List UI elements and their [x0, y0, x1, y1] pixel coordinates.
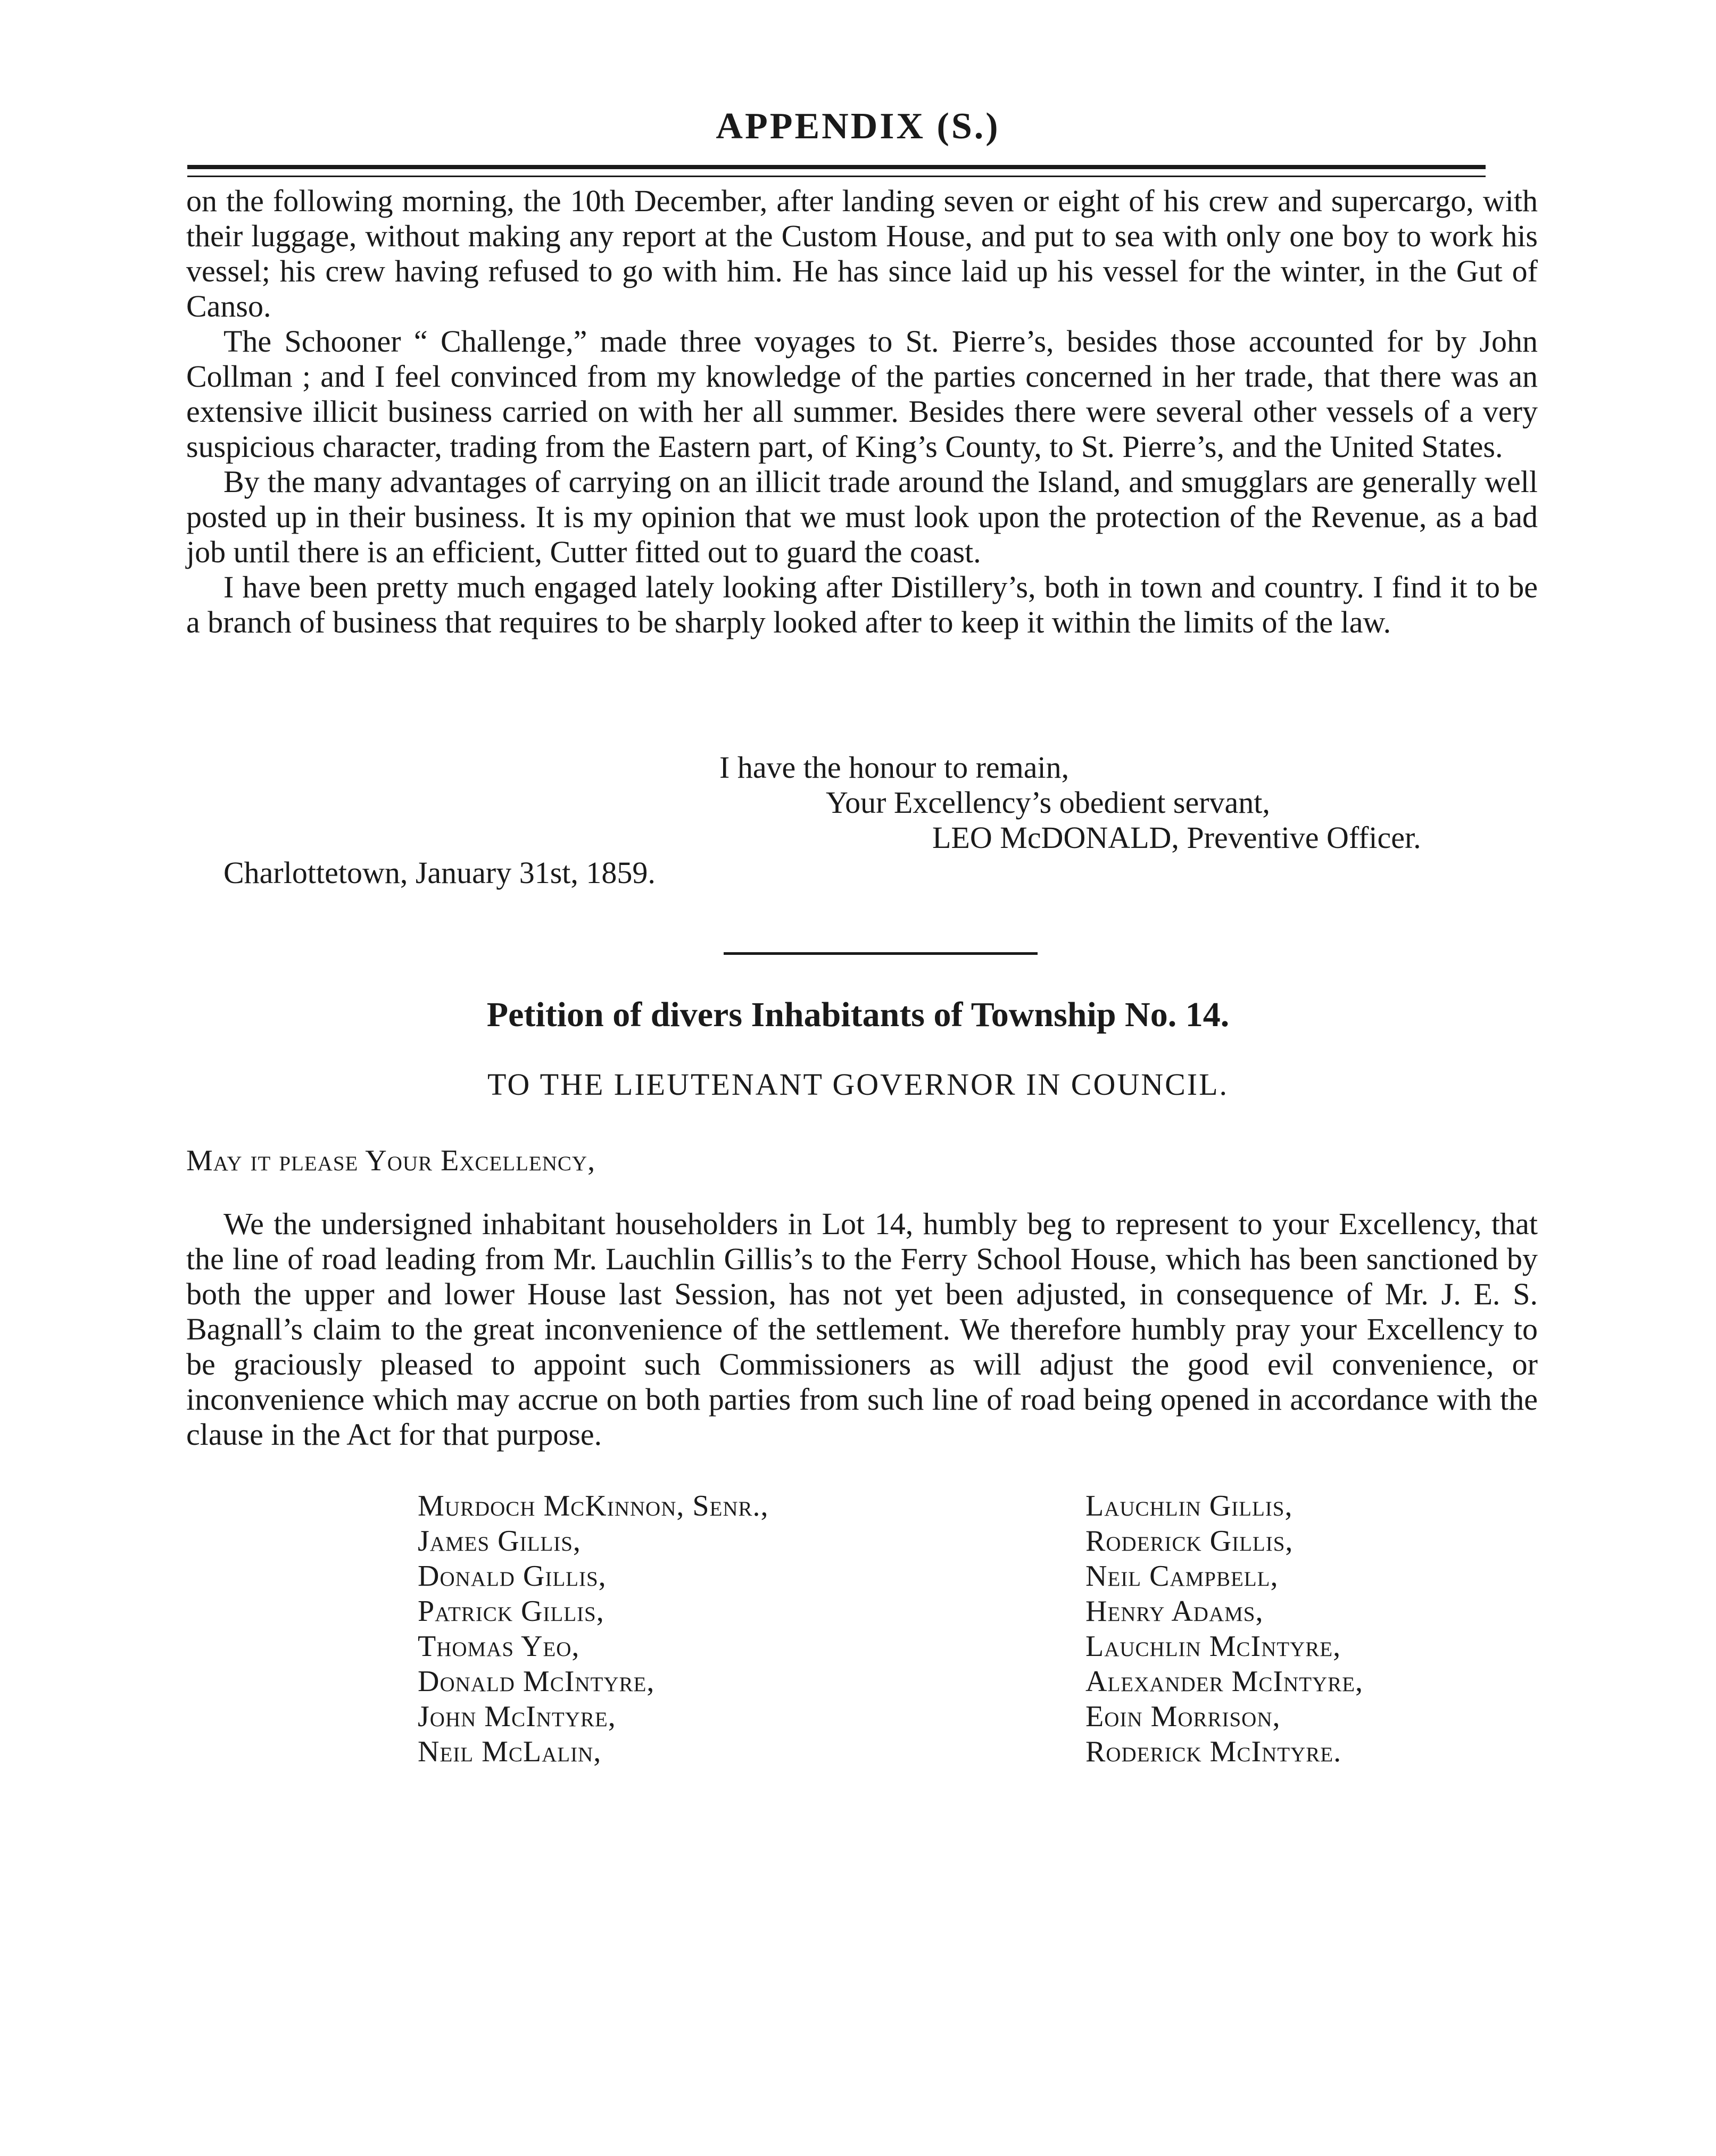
letter-place-date: Charlottetown, January 31st, 1859.	[223, 855, 656, 890]
letter-paragraph-1: on the following morning, the 10th December, after landing seven or eight of his crew and supercargo, with their luggage, without making any report at the Custom House, and put to sea with only one boy to work his vessel; his crew having refused to go with him. He has since laid up his vessel for the winter, in the Gut of Canso.	[186, 184, 1538, 323]
section-divider	[724, 952, 1038, 955]
signer-name: Lauchlin Gillis,	[1085, 1489, 1293, 1522]
letter-closing: I have the honour to remain,	[719, 750, 1070, 785]
page-header-title: APPENDIX (S.)	[716, 106, 1000, 147]
signer-name: Thomas Yeo,	[418, 1630, 580, 1663]
letter-paragraph-4: I have been pretty much engaged lately looking after Distillery’s, both in town and country. I find it to be a branch of business that requires to be sharply looked after to keep it within the limits of the law.	[186, 570, 1538, 639]
letter-servant-line: Your Excellency’s obedient servant,	[826, 785, 1270, 820]
petition-addressee: TO THE LIEUTENANT GOVERNOR IN COUNCIL.	[487, 1067, 1229, 1102]
signer-name: Donald Gillis,	[418, 1560, 607, 1593]
signer-name: Murdoch McKinnon, Senr.,	[418, 1489, 769, 1522]
petition-title: Petition of divers Inhabitants of Township No. 14.	[486, 995, 1230, 1034]
signers-left-column	[418, 1488, 769, 1769]
signer-name: Lauchlin McIntyre,	[1085, 1630, 1341, 1663]
signer-name: Roderick McIntyre.	[1085, 1735, 1342, 1768]
signer-name: John McIntyre,	[418, 1700, 616, 1733]
signer-name: Donald McIntyre,	[418, 1665, 655, 1698]
signer-name: Eoin Morrison,	[1085, 1700, 1281, 1733]
letter-paragraph-2: The Schooner “ Challenge,” made three voyages to St. Pierre’s, besides those accounted for by John Collman ; and I feel convinced from my knowledge of the parties concerned in her trade, that there was an extensive illicit business carried on with her all summer. Besides there were several other vessels of a very suspicious character, trading from the Eastern part, of King’s County, to St. Pierre’s, and the United States.	[186, 324, 1538, 464]
signer-name: Neil McLalin,	[418, 1735, 602, 1768]
signer-name: Patrick Gillis,	[418, 1595, 604, 1628]
petition-salutation: May it please Your Excellency,	[186, 1144, 596, 1177]
letter-signature: LEO McDONALD, Preventive Officer.	[932, 820, 1421, 855]
signer-name: Roderick Gillis,	[1085, 1525, 1294, 1558]
signer-name: Alexander McIntyre,	[1085, 1665, 1364, 1698]
signer-name: Henry Adams,	[1085, 1595, 1264, 1628]
signers-right-column	[1085, 1488, 1363, 1769]
petition-paragraph: We the undersigned inhabitant householders in Lot 14, humbly beg to represent to your Excellency, that the line of road leading from Mr. Lauchlin Gillis’s to the Ferry School House, which has been sanctioned by both the upper and lower House last Session, has not yet been adjusted, in consequence of Mr. J. E. S. Bagnall’s claim to the great inconvenience of the settlement. We therefore humbly pray your Excellency to be graciously pleased to appoint such Commissioners as will adjust the good evil convenience, or inconvenience which may accrue on both parties from such line of road being opened in accordance with the clause in the Act for that purpose.	[186, 1206, 1538, 1452]
header-double-rule	[187, 165, 1486, 177]
signer-name: James Gillis,	[418, 1525, 581, 1558]
signer-name: Neil Campbell,	[1085, 1560, 1279, 1593]
letter-paragraph-3: By the many advantages of carrying on an illicit trade around the Island, and smugglars are generally well posted up in their business. It is my opinion that we must look upon the protection of the Revenue, as a bad job until there is an efficient, Cutter fitted out to guard the coast.	[186, 464, 1538, 569]
letter-body	[186, 184, 1538, 640]
petition-body	[186, 1206, 1538, 1452]
